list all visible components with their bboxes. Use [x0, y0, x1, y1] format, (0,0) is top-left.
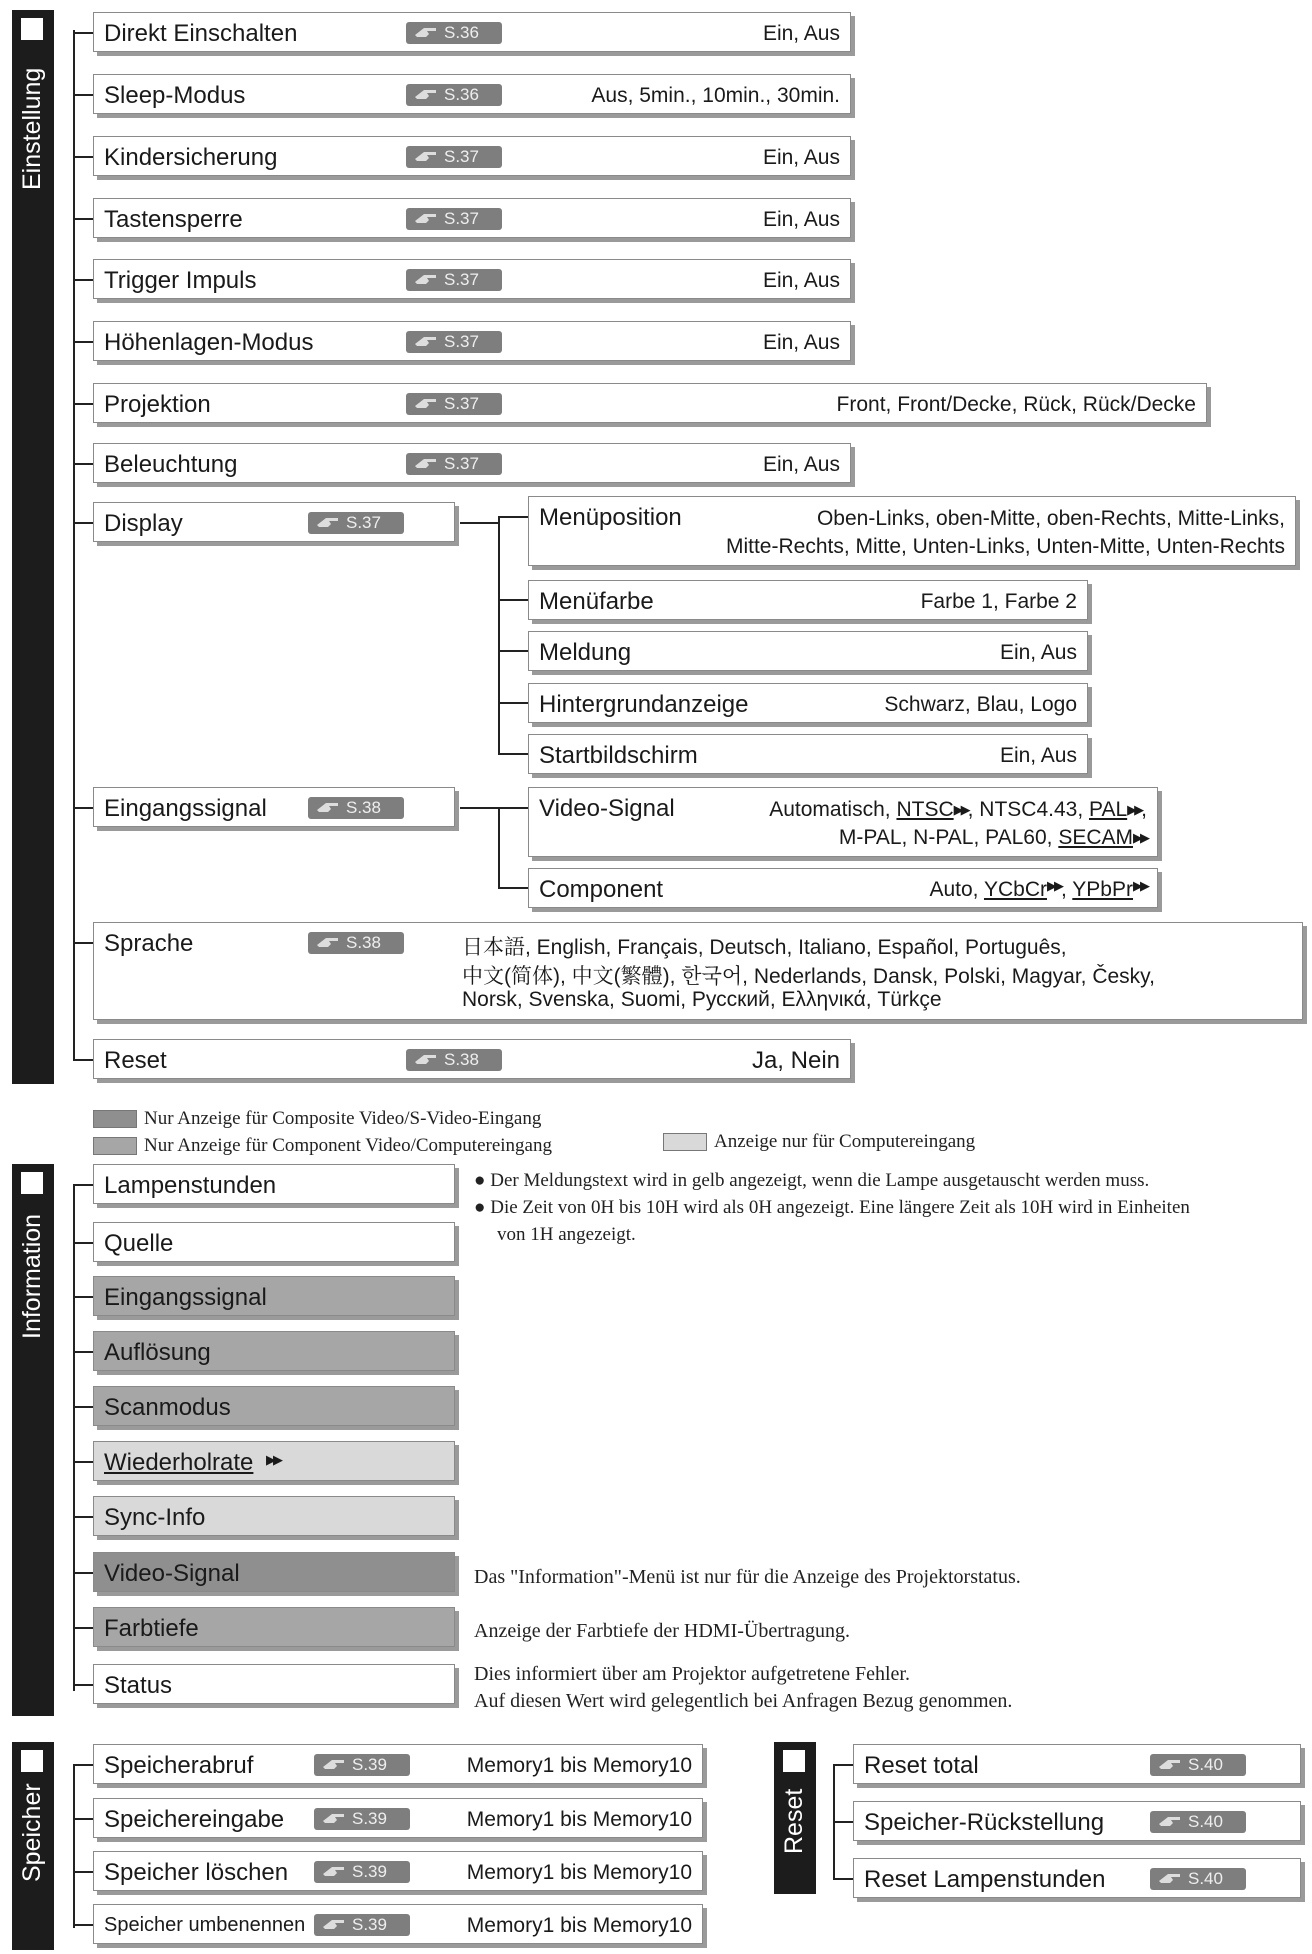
menu-item-display[interactable] [93, 502, 455, 542]
pointing-hand-icon [316, 800, 340, 815]
menu-item-label: Sleep-Modus [104, 82, 246, 109]
speicher-item[interactable] [93, 1798, 703, 1838]
speicher-section-title: Speicher [18, 1783, 46, 1882]
submenu-menuposition[interactable] [528, 496, 1296, 566]
menu-item-options: Ein, Aus [762, 453, 840, 476]
speicher-item-label: Speichereingabe [104, 1806, 285, 1833]
info-item-label: Quelle [104, 1230, 174, 1257]
submenu-options: Automatisch, NTSC▶▶, NTSC4.43, PAL▶▶, [769, 798, 1147, 821]
info-note-status1: Dies informiert über am Projektor aufgetretene Fehler. [474, 1663, 910, 1685]
info-item-label: Wiederholrate [104, 1449, 254, 1476]
pointing-hand-icon [414, 211, 438, 226]
einstellung-section-bar [12, 10, 54, 1084]
section-marker [21, 18, 43, 40]
double-arrow-icon: ▶▶ [266, 1452, 280, 1467]
info-item-label: Auflösung [104, 1339, 211, 1366]
tree-branch [73, 341, 93, 343]
submenu-label: Video-Signal [539, 795, 675, 822]
submenu-options: Auto, YCbCr▶▶, YPbPr▶▶ [929, 878, 1147, 901]
submenu-options: Ein, Aus [999, 744, 1077, 767]
menu-item-label: Höhenlagen-Modus [104, 329, 314, 356]
page-ref-badge: S.38 [308, 797, 404, 819]
pointing-hand-icon [414, 149, 438, 164]
page-ref-badge: S.37 [406, 393, 502, 415]
menu-item[interactable] [93, 198, 851, 238]
speicher-item-options: Memory1 bis Memory10 [466, 1808, 692, 1831]
menu-item-label: Display [104, 510, 183, 537]
menu-item-label: Projektion [104, 391, 211, 418]
menu-item[interactable] [93, 321, 851, 361]
pointing-hand-icon [1158, 1871, 1182, 1886]
menu-item[interactable] [93, 443, 851, 483]
tree-branch [460, 807, 498, 809]
tree-branch [460, 522, 498, 524]
language-options: Norsk, Svenska, Suomi, Русский, Ελληνικά, Türkçe [462, 988, 942, 1011]
pointing-hand-icon [414, 87, 438, 102]
info-item-label: Lampenstunden [104, 1172, 277, 1199]
pointing-hand-icon [322, 1757, 346, 1772]
info-item[interactable] [93, 1496, 455, 1536]
submenu-label: Meldung [539, 639, 632, 666]
tree-branch [498, 753, 528, 755]
tree-branch [498, 702, 528, 704]
tree-branch [73, 1059, 93, 1061]
info-note-status2: Auf diesen Wert wird gelegentlich bei Anfragen Bezug genommen. [474, 1690, 1013, 1712]
menu-item-label: Sprache [104, 930, 194, 957]
tree-branch [73, 1516, 93, 1518]
tree-branch [833, 1821, 853, 1823]
page-ref-badge: S.39 [314, 1914, 410, 1936]
page-ref-badge: S.37 [406, 331, 502, 353]
legend-swatch-composite [93, 1110, 137, 1128]
legend-computer: Anzeige nur für Computereingang [714, 1131, 976, 1152]
page-ref-badge: S.39 [314, 1808, 410, 1830]
tree-branch [73, 1871, 93, 1873]
menu-item-options: Ja, Nein [751, 1047, 840, 1074]
tree-branch [73, 807, 93, 809]
menu-item-label: Beleuchtung [104, 451, 238, 478]
display-subtree-trunk [498, 516, 500, 754]
einstellung-tree-trunk [73, 30, 75, 1060]
menu-item[interactable] [93, 136, 851, 176]
menu-item[interactable] [93, 74, 851, 114]
submenu-label: Hintergrundanzeige [539, 691, 749, 718]
tree-branch [73, 1351, 93, 1353]
submenu-label: Startbildschirm [539, 742, 698, 769]
pointing-hand-icon [414, 1052, 438, 1067]
menu-item-options: Ein, Aus [762, 146, 840, 169]
pointing-hand-icon [322, 1864, 346, 1879]
section-marker [783, 1750, 805, 1772]
language-options: 日本語, English, Français, Deutsch, Italiano, Español, Português, [462, 936, 1067, 959]
eingang-subtree-trunk [498, 807, 500, 889]
tree-branch [73, 1627, 93, 1629]
pointing-hand-icon [316, 515, 340, 530]
section-marker [21, 1172, 43, 1194]
info-item[interactable] [93, 1331, 455, 1371]
tree-branch [73, 1461, 93, 1463]
menu-item-label: Tastensperre [104, 206, 243, 233]
tree-branch [73, 942, 93, 944]
submenu-hintergrundanzeige[interactable] [528, 683, 1088, 723]
tree-branch [73, 1296, 93, 1298]
info-item[interactable] [93, 1552, 455, 1592]
pointing-hand-icon [414, 334, 438, 349]
reset-item-label: Reset total [864, 1752, 979, 1779]
info-item[interactable] [93, 1607, 455, 1647]
tree-branch [498, 650, 528, 652]
reset-item[interactable] [853, 1801, 1301, 1841]
info-note-bullet2: ● Die Zeit von 0H bis 10H wird als 0H angezeigt. Eine längere Zeit als 10H wird in Einheiten [474, 1197, 1190, 1218]
submenu-options: Ein, Aus [999, 641, 1077, 664]
tree-branch [73, 1924, 93, 1926]
page-ref-badge: S.37 [406, 453, 502, 475]
submenu-video-signal[interactable] [528, 787, 1158, 857]
submenu-meldung[interactable] [528, 631, 1088, 671]
reset-section-title: Reset [780, 1788, 808, 1854]
information-section-bar [12, 1164, 54, 1716]
tree-branch [73, 1184, 93, 1186]
info-note-bullet1: ● Der Meldungstext wird in gelb angezeigt, wenn die Lampe ausgetauscht werden muss. [474, 1170, 1150, 1191]
info-item[interactable] [93, 1222, 455, 1262]
menu-item-options: Aus, 5min., 10min., 30min. [591, 84, 840, 107]
tree-branch [73, 1818, 93, 1820]
tree-branch [498, 516, 528, 518]
page-ref-badge: S.39 [314, 1861, 410, 1883]
menu-item[interactable] [93, 12, 851, 52]
submenu-options: Mitte-Rechts, Mitte, Unten-Links, Unten-Mitte, Unten-Rechts [725, 535, 1285, 558]
info-item-label: Farbtiefe [104, 1615, 199, 1642]
speicher-item[interactable] [93, 1904, 703, 1944]
pointing-hand-icon [414, 456, 438, 471]
speicher-item-options: Memory1 bis Memory10 [466, 1754, 692, 1777]
tree-branch [73, 522, 93, 524]
reset-item-label: Speicher-Rückstellung [864, 1809, 1105, 1836]
page-ref-badge: S.40 [1150, 1811, 1246, 1833]
tree-branch [73, 1684, 93, 1686]
info-item[interactable] [93, 1664, 455, 1704]
tree-branch [73, 279, 93, 281]
tree-branch [833, 1878, 853, 1880]
menu-item[interactable] [93, 383, 1207, 423]
legend-component: Nur Anzeige für Component Video/Computereingang [144, 1135, 552, 1156]
page-ref-badge: S.37 [308, 512, 404, 534]
submenu-label: Menüfarbe [539, 588, 654, 615]
reset-item[interactable] [853, 1858, 1301, 1898]
submenu-component[interactable] [528, 868, 1158, 908]
reset-section-bar [774, 1742, 816, 1894]
submenu-menufarbe[interactable] [528, 580, 1088, 620]
page-ref-badge: S.36 [406, 84, 502, 106]
page-ref-badge: S.37 [406, 146, 502, 168]
tree-branch [73, 1764, 93, 1766]
page-ref-badge: S.40 [1150, 1754, 1246, 1776]
menu-item-options: Front, Front/Decke, Rück, Rück/Decke [836, 393, 1196, 416]
pointing-hand-icon [322, 1917, 346, 1932]
reset-item-label: Reset Lampenstunden [864, 1866, 1106, 1893]
tree-branch [498, 887, 528, 889]
pointing-hand-icon [1158, 1757, 1182, 1772]
speicher-item-options: Memory1 bis Memory10 [466, 1861, 692, 1884]
pointing-hand-icon [322, 1811, 346, 1826]
info-item-label: Status [104, 1672, 173, 1699]
pointing-hand-icon [414, 396, 438, 411]
menu-item[interactable] [93, 259, 851, 299]
einstellung-section-title: Einstellung [18, 67, 46, 190]
speicher-item-label: Speicher umbenennen [104, 1914, 306, 1936]
pointing-hand-icon [316, 935, 340, 950]
language-options: 中文(简体), 中文(繁體), 한국어, Nederlands, Dansk, Polski, Magyar, Česky, [462, 965, 1155, 988]
info-note-farbtiefe: Anzeige der Farbtiefe der HDMI-Übertragung. [474, 1620, 850, 1642]
menu-item-label: Trigger Impuls [104, 267, 257, 294]
information-tree-trunk [73, 1184, 75, 1691]
tree-branch [73, 403, 93, 405]
speicher-item-label: Speicher löschen [104, 1859, 289, 1886]
info-item[interactable] [93, 1441, 455, 1481]
menu-item-reset[interactable] [93, 1039, 851, 1079]
speicher-item[interactable] [93, 1744, 703, 1784]
submenu-label: Component [539, 876, 664, 903]
tree-branch [73, 1406, 93, 1408]
page-ref-badge: S.40 [1150, 1868, 1246, 1890]
menu-item-sprache[interactable] [93, 922, 1303, 1020]
pointing-hand-icon [414, 272, 438, 287]
info-item[interactable] [93, 1276, 455, 1316]
submenu-options: Farbe 1, Farbe 2 [920, 590, 1077, 613]
menu-item-options: Ein, Aus [762, 208, 840, 231]
submenu-label: Menüposition [539, 504, 682, 531]
speicher-item-label: Speicherabruf [104, 1752, 254, 1779]
info-item-label: Sync-Info [104, 1504, 206, 1531]
menu-item-label: Reset [104, 1047, 167, 1074]
page-ref-badge: S.36 [406, 22, 502, 44]
section-marker [21, 1750, 43, 1772]
menu-item-options: Ein, Aus [762, 22, 840, 45]
legend-swatch-component [93, 1137, 137, 1155]
info-item[interactable] [93, 1386, 455, 1426]
menu-item-options: Ein, Aus [762, 331, 840, 354]
speicher-item[interactable] [93, 1851, 703, 1891]
submenu-options: M-PAL, N-PAL, PAL60, SECAM▶▶ [838, 826, 1147, 849]
info-item-label: Eingangssignal [104, 1284, 267, 1311]
page-ref-badge: S.38 [308, 932, 404, 954]
speicher-tree-trunk [73, 1764, 75, 1928]
pointing-hand-icon [414, 25, 438, 40]
submenu-startbildschirm[interactable] [528, 734, 1088, 774]
tree-branch [73, 1242, 93, 1244]
tree-branch [73, 463, 93, 465]
menu-item-options: Ein, Aus [762, 269, 840, 292]
legend-composite: Nur Anzeige für Composite Video/S-Video-Eingang [144, 1108, 542, 1129]
menu-item-label: Kindersicherung [104, 144, 278, 171]
tree-branch [73, 156, 93, 158]
submenu-options: Oben-Links, oben-Mitte, oben-Rechts, Mitte-Links, [816, 507, 1285, 530]
reset-item[interactable] [853, 1744, 1301, 1784]
info-item-label: Scanmodus [104, 1394, 231, 1421]
tree-branch [833, 1764, 853, 1766]
menu-item-label: Eingangssignal [104, 795, 267, 822]
speicher-item-options: Memory1 bis Memory10 [466, 1914, 692, 1937]
info-item[interactable] [93, 1164, 455, 1204]
speicher-section-bar [12, 1742, 54, 1950]
info-note-bullet2-cont: von 1H angezeigt. [497, 1224, 636, 1245]
page-ref-badge: S.37 [406, 269, 502, 291]
tree-branch [73, 218, 93, 220]
page-ref-badge: S.38 [406, 1049, 502, 1071]
tree-branch [73, 1572, 93, 1574]
menu-item-label: Direkt Einschalten [104, 20, 298, 47]
submenu-options: Schwarz, Blau, Logo [884, 693, 1077, 716]
tree-branch [73, 94, 93, 96]
menu-item-eingangssignal[interactable] [93, 787, 455, 827]
information-section-title: Information [18, 1213, 46, 1339]
info-note-video: Das "Information"-Menü ist nur für die Anzeige des Projektorstatus. [474, 1566, 1021, 1588]
info-item-label: Video-Signal [104, 1560, 240, 1587]
tree-branch [498, 599, 528, 601]
pointing-hand-icon [1158, 1814, 1182, 1829]
page-ref-badge: S.39 [314, 1754, 410, 1776]
legend-swatch-computer [663, 1133, 707, 1151]
tree-branch [498, 807, 528, 809]
tree-branch [73, 32, 93, 34]
page-ref-badge: S.37 [406, 208, 502, 230]
